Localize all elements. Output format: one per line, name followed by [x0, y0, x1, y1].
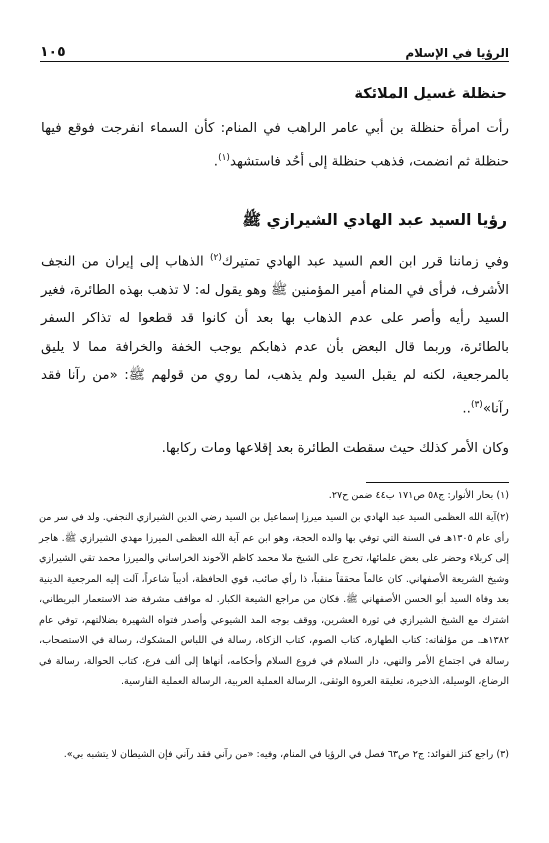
paragraph-plane-crash: وكان الأمر كذلك حيث سقطت الطائرة بعد إقلاعها ومات ركابها.: [161, 441, 509, 456]
page-header: [40, 38, 509, 60]
paragraph-hanzala-text: رأت امرأة حنظلة بن أبي عامر الراهب في المنام: كأن السماء انفرجت فوقع فيها حنظلة ثم انضمت، فذهب حنظلة إلى أحُد فاستشهد: [41, 121, 509, 169]
footnote-ref-2: (٢): [209, 253, 222, 263]
header-rule: [40, 61, 509, 62]
section-title-shirazi: رؤيا السيد عبد الهادي الشيرازي ﷺ: [242, 211, 507, 229]
running-title: الرؤيا في الإسلام: [405, 46, 509, 60]
section-title-hanzala: حنظلة غسيل الملائكة: [354, 86, 507, 102]
footnote-ref-3: (٣): [470, 399, 483, 410]
paragraph-shirazi-dream: [41, 244, 509, 424]
paragraph-shirazi-end: ..: [462, 401, 471, 417]
footnote-1: (١) بحار الأنوار: ج٥٨ ص١٧١ ب٤٤ ضمن ح٢٧.: [328, 490, 509, 501]
footnote-separator: [366, 482, 509, 483]
footnote-2: (٢)آية الله العظمى السيد عبد الهادي بن السيد ميرزا إسماعيل بن السيد رضي الدين الشيرازي النجفي. ولد في سر من رأى عام ١٣٠٥هـ في السنة التي توفي بها والده الحجة، وهو ابن عم آية الله العظمى الميرزا مهدي الشيرازي ﷺ. هاجر إلى كربلاء وحضر على بعض علمائها، تخرج على الشيخ ملا محمد كاظم الآخوند الخراساني والميرزا محمد تقي الشيرازي وشيخ الشريعة الأصفهاني. كان عالماً محققاً منقباً، ذا رأي صائب، قوي الحافظة، أديباً شاعراً، آلت إليه المرجعية الدينية بعد وفاة السيد أبو الحسن الأصفهاني ﷺ. فكان من مراجع الشيعة الكبار. له مواقف مشرفة ضد الاستعمار البريطاني، اشترك مع الشيخ الشيرازي في ثورة العشرين، ووقف بوجه المد الشيوعي وأصدر فتواه الشهيرة بضلالتهم، توفي عام ١٣٨٢هـ. من مؤلفاته: كتاب الطهارة، كتاب الصوم، كتاب الزكاة، رسالة في اللباس المشكوك، رسالة في الاستصحاب، رسالة في اجتماع الأمر والنهي، دار السلام في فروع السلام وأحكامه، أنهاها إلى ألف فرع، كتاب الحوالة، رسالة في الرضاع، الوسيلة، الذخيرة، تعليقة العروة الوثقى، الرسالة العملية العربية، الرسالة العملية الفارسية.: [39, 512, 509, 687]
paragraph-shirazi-start: وفي زماننا قرر ابن العم السيد عبد الهادي تمتيرك: [221, 254, 509, 270]
footnote-ref-1: (١): [218, 152, 230, 163]
page-number: ١٠٥: [40, 44, 66, 60]
paragraph-hanzala: رأت امرأة حنظلة بن أبي عامر الراهب في المنام: كأن السماء انفرجت فوقع فيها حنظلة ثم انضمت، فذهب حنظلة إلى أحُد فاستشهد$^{(١)}$.: [41, 121, 509, 169]
footnote-3: (٣) راجع كنز الفوائد: ج٢ ص٦٣ فصل في الرؤيا في المنام، وفيه: «من رآني فقد رآني فإن الشيطان لا يتشبه بي».: [63, 749, 509, 760]
paragraph-shirazi-body: الذهاب إلى إيران من النجف الأشرف، فرأى في المنام أمير المؤمنين ﷺ وهو يقول له: لا تذهب بهذه الطائرة، فغير السيد رأيه وأصر على عدم الذهاب بها بعد أن كانوا قد قطعوا له تذاكر السفر بالطائرة، وربما قال البعض بأن عدم ذهابكم يوجب الخفة والخرافة مما لا يليق بالمرجعية، لكنه لم يقبل السيد ولم يذهب، لما روي من قولهم ﷺ: «من رآنا فقد رآنا»: [41, 254, 509, 417]
